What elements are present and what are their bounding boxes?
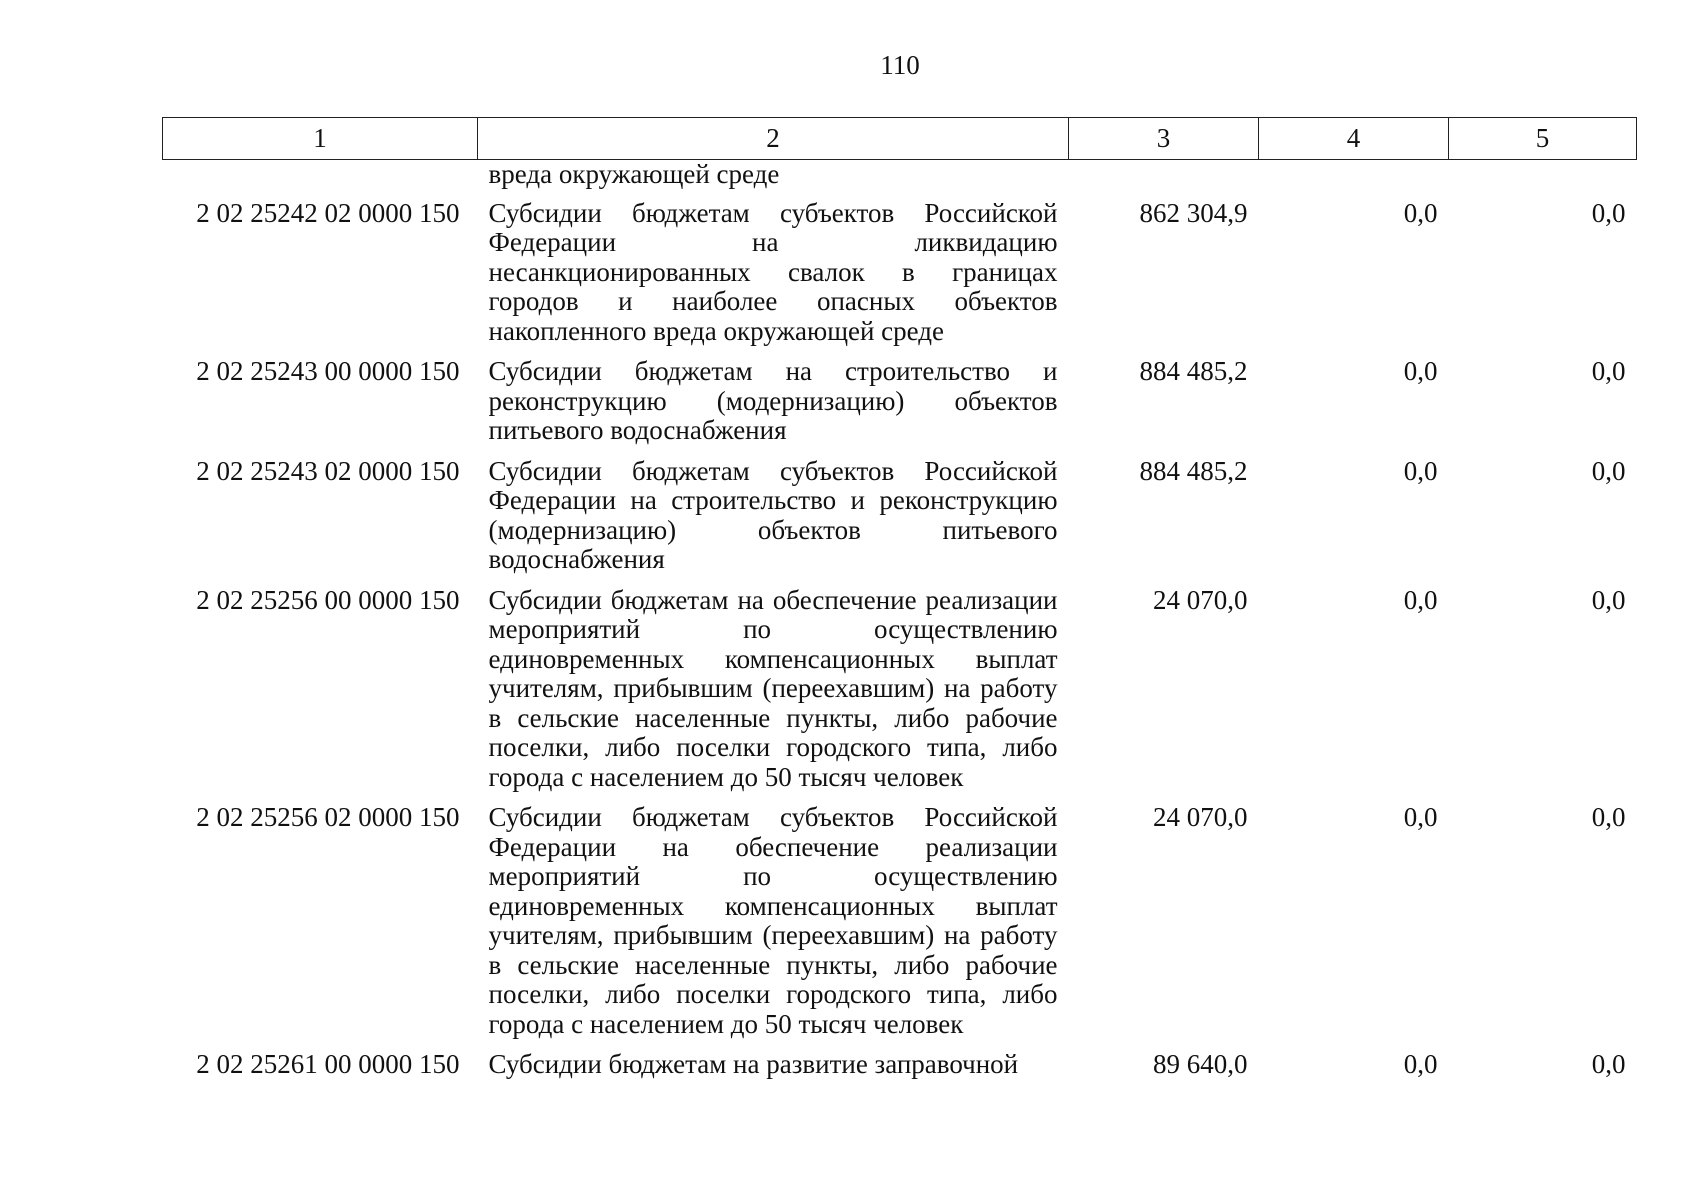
budget-table [162, 117, 1637, 1080]
row-value-col3: 884 485,2 [1139, 356, 1248, 386]
row-description: Субсидии бюджетам субъектов Российской Федерации на строительство и реконструкцию (модернизацию) объектов питьевого водоснабжения [488, 455, 1058, 574]
row-value-col3: 24 070,0 [1153, 584, 1248, 615]
table-row [163, 457, 1637, 586]
row-value-col3: 24 070,0 [1153, 802, 1248, 832]
table-body [163, 160, 1637, 1080]
row-value-col4: 0,0 [1403, 455, 1438, 486]
table-row [163, 357, 1637, 457]
row-value-col3: 89 640,0 [1153, 1049, 1248, 1079]
row-description: Субсидии бюджетам на развитие заправочной [488, 1049, 1019, 1079]
row-value-col5: 0,0 [1591, 197, 1626, 228]
row-value-col4 [1259, 160, 1449, 199]
row-code: 2 02 25243 00 0000 150 [196, 356, 460, 386]
row-description: Субсидии бюджетам на обеспечение реализации мероприятий по осуществлению единовременных компенсационных выплат учителям, прибывшим (переехавшим) на работу в сельские населенные пункты, либо рабочие поселки, либо поселки городского типа, либо города с населением до 50 тысяч человек [488, 584, 1058, 792]
table-row [163, 1050, 1637, 1080]
table-row [163, 160, 1637, 199]
row-code: 2 02 25256 02 0000 150 [196, 802, 460, 832]
row-value-col3: 862 304,9 [1139, 197, 1248, 228]
row-code: 2 02 25256 00 0000 150 [196, 584, 460, 615]
column-header-3: 3 [1069, 118, 1259, 160]
row-description: Субсидии бюджетам субъектов Российской Федерации на обеспечение реализации мероприятий по осуществлению единовременных компенсационных выплат учителям, прибывшим (переехавшим) на работу в сельские населенные пункты, либо рабочие поселки, либо поселки городского типа, либо города с населением до 50 тысяч человек [488, 802, 1058, 1039]
column-header-4: 4 [1259, 118, 1449, 160]
table-row [163, 803, 1637, 1050]
row-value-col3: 884 485,2 [1139, 455, 1248, 486]
table-row [163, 199, 1637, 358]
column-header-5: 5 [1449, 118, 1637, 160]
row-description: вреда окружающей среде [488, 159, 780, 189]
row-value-col4: 0,0 [1403, 1049, 1438, 1079]
row-description: Субсидии бюджетам субъектов Российской Федерации на ликвидацию несанкционированных свалок в границах городов и наиболее опасных объектов накопленного вреда окружающей среде [488, 197, 1058, 346]
row-value-col5 [1449, 160, 1637, 199]
table-header [163, 118, 1637, 160]
row-code: 2 02 25243 02 0000 150 [196, 455, 460, 486]
row-value-col3 [1069, 160, 1259, 199]
page-number: 110 [880, 50, 920, 80]
row-description: Субсидии бюджетам на строительство и реконструкцию (модернизацию) объектов питьевого водоснабжения [488, 356, 1058, 445]
row-code: 2 02 25261 00 0000 150 [196, 1049, 460, 1079]
row-code: 2 02 25242 02 0000 150 [196, 197, 460, 228]
row-value-col4: 0,0 [1403, 802, 1438, 832]
row-value-col4: 0,0 [1403, 356, 1438, 386]
row-value-col5: 0,0 [1591, 584, 1626, 615]
row-code [163, 160, 478, 199]
header-row [163, 118, 1637, 160]
row-value-col5: 0,0 [1591, 1049, 1626, 1079]
row-value-col5: 0,0 [1591, 356, 1626, 386]
table-row [163, 586, 1637, 804]
row-value-col5: 0,0 [1591, 455, 1626, 486]
row-value-col4: 0,0 [1403, 584, 1438, 615]
row-value-col4: 0,0 [1403, 197, 1438, 228]
column-header-2: 2 [478, 118, 1069, 160]
column-header-1: 1 [163, 118, 478, 160]
row-value-col5: 0,0 [1591, 802, 1626, 832]
